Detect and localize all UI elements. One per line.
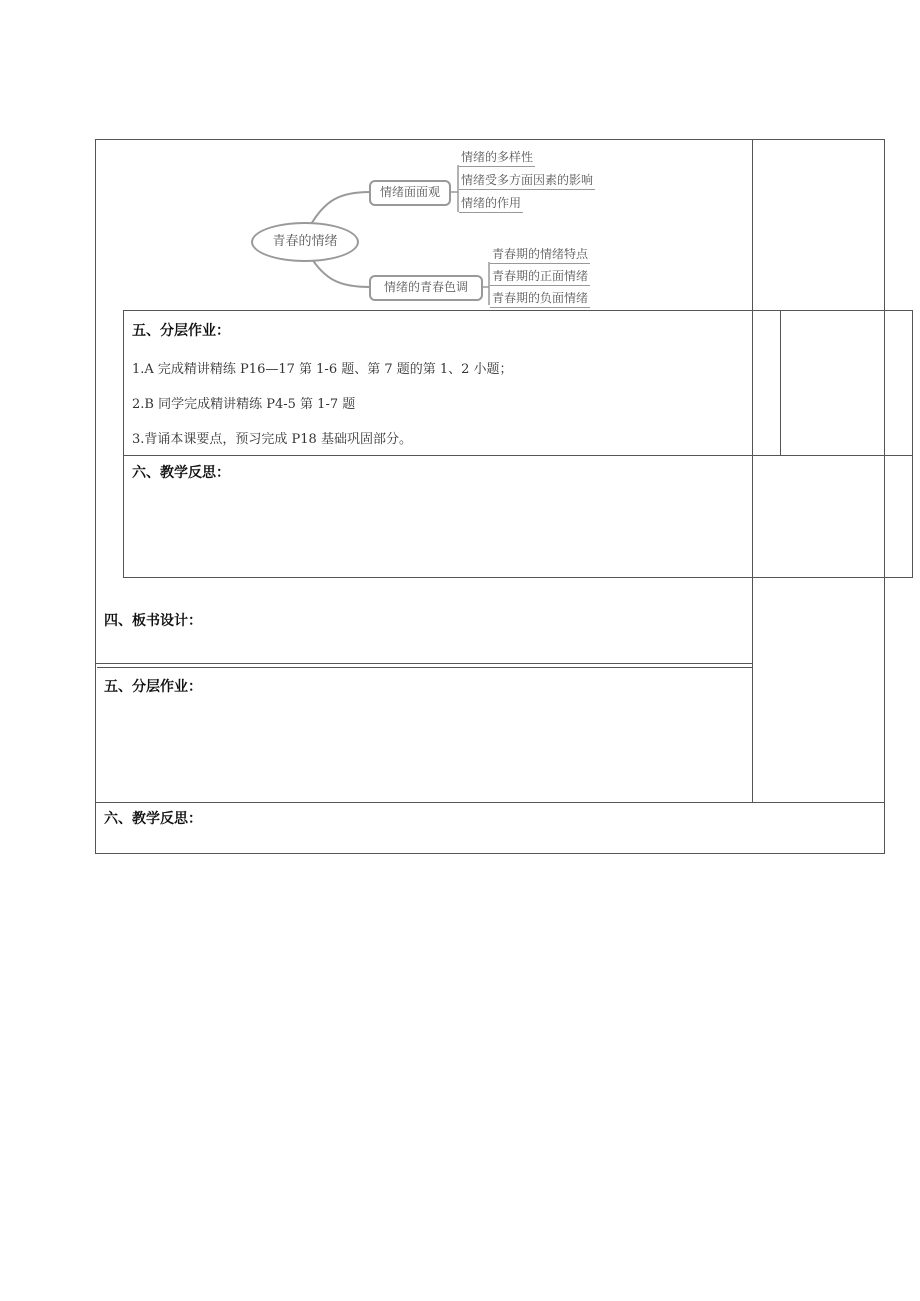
board-design-title: 四、板书设计：: [104, 613, 202, 629]
outer-homework-title: 五、分层作业：: [104, 679, 202, 695]
mindmap-leaf: 青春期的负面情绪: [490, 289, 590, 308]
mindmap-leaf: 青春期的情绪特点: [490, 245, 590, 264]
outer-reflection-title: 六、教学反思：: [104, 811, 202, 827]
mindmap-leaf: 情绪受多方面因素的影响: [459, 171, 595, 190]
mindmap-branch-2: 情绪的青春色调: [369, 275, 483, 301]
mindmap-branch-1: 情绪面面观: [369, 180, 451, 206]
mindmap-leaf: 情绪的多样性: [459, 148, 535, 167]
homework-item: 2.B 同学完成精讲精练 P4-5 第 1-7 题: [132, 397, 356, 412]
mindmap-leaf: 情绪的作用: [459, 194, 523, 213]
homework-item: 1.A 完成精讲精练 P16—17 第 1-6 题、第 7 题的第 1、2 小题；: [132, 362, 513, 377]
homework-item: 3.背诵本课要点，预习完成 P18 基础巩固部分。: [132, 432, 412, 447]
mindmap-leaf: 青春期的正面情绪: [490, 267, 590, 286]
inner-reflection-title: 六、教学反思：: [132, 465, 230, 481]
mindmap-root: 青春的情绪: [251, 222, 359, 262]
inner-homework-title: 五、分层作业：: [132, 323, 230, 339]
